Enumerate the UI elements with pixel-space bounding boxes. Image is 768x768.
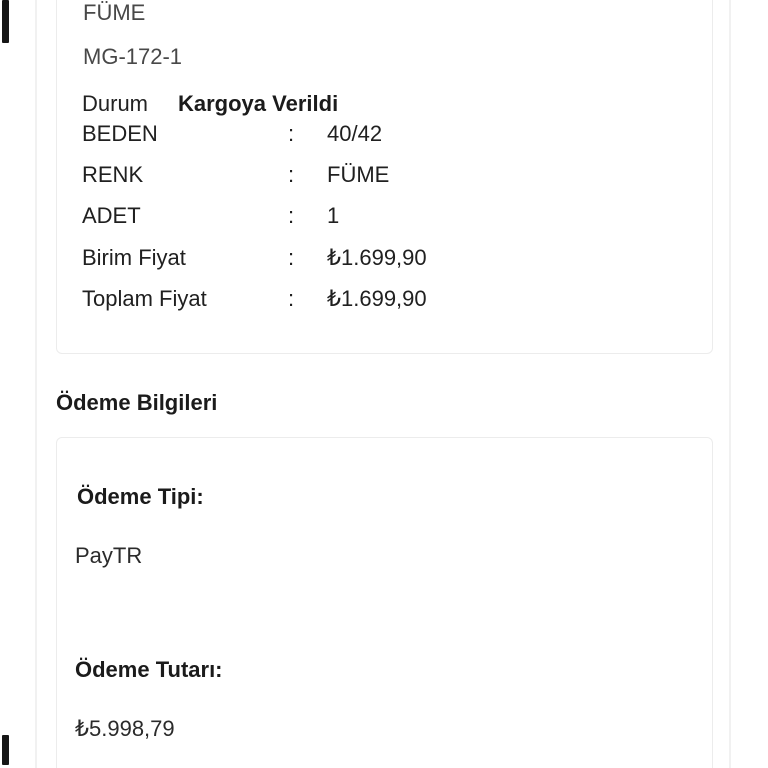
- payment-type-label: Ödeme Tipi:: [77, 484, 204, 509]
- status-label: Durum: [82, 91, 149, 116]
- product-name: FÜME: [83, 0, 146, 25]
- attribute-value: 40/42: [327, 121, 383, 146]
- container-left-border: [35, 0, 37, 768]
- product-code: MG-172-1: [83, 44, 183, 69]
- payment-amount-label: Ödeme Tutarı:: [75, 657, 223, 682]
- payment-info-card: [56, 437, 713, 768]
- attribute-row-color: [82, 162, 389, 188]
- attribute-separator: :: [288, 245, 295, 270]
- attribute-row-total-price: [82, 286, 427, 312]
- attribute-row-quantity: [82, 203, 339, 229]
- attribute-value: ₺1.699,90: [327, 245, 427, 270]
- attribute-separator: :: [288, 162, 295, 187]
- attribute-separator: :: [288, 286, 295, 311]
- attribute-value: FÜME: [327, 162, 390, 187]
- attribute-label: RENK: [82, 162, 144, 187]
- left-edge-artifact-bottom: [2, 735, 9, 765]
- attribute-row-unit-price: [82, 245, 427, 271]
- container-right-border: [729, 0, 731, 768]
- order-status-row: [82, 91, 338, 117]
- status-badge: Kargoya Verildi: [178, 91, 339, 116]
- attribute-label: Toplam Fiyat: [82, 286, 207, 311]
- payment-amount-value: ₺5.998,79: [75, 716, 175, 741]
- left-edge-artifact-top: [2, 0, 9, 43]
- attribute-separator: :: [288, 203, 295, 228]
- attribute-value: ₺1.699,90: [327, 286, 427, 311]
- attribute-separator: :: [288, 121, 295, 146]
- payment-type-value: PayTR: [75, 543, 143, 568]
- payment-section-title: Ödeme Bilgileri: [56, 390, 218, 415]
- attribute-value: 1: [327, 203, 340, 228]
- attribute-label: ADET: [82, 203, 141, 228]
- attribute-label: Birim Fiyat: [82, 245, 186, 270]
- attribute-label: BEDEN: [82, 121, 158, 146]
- attribute-row-size: [82, 121, 382, 147]
- order-item-card: [56, 0, 713, 354]
